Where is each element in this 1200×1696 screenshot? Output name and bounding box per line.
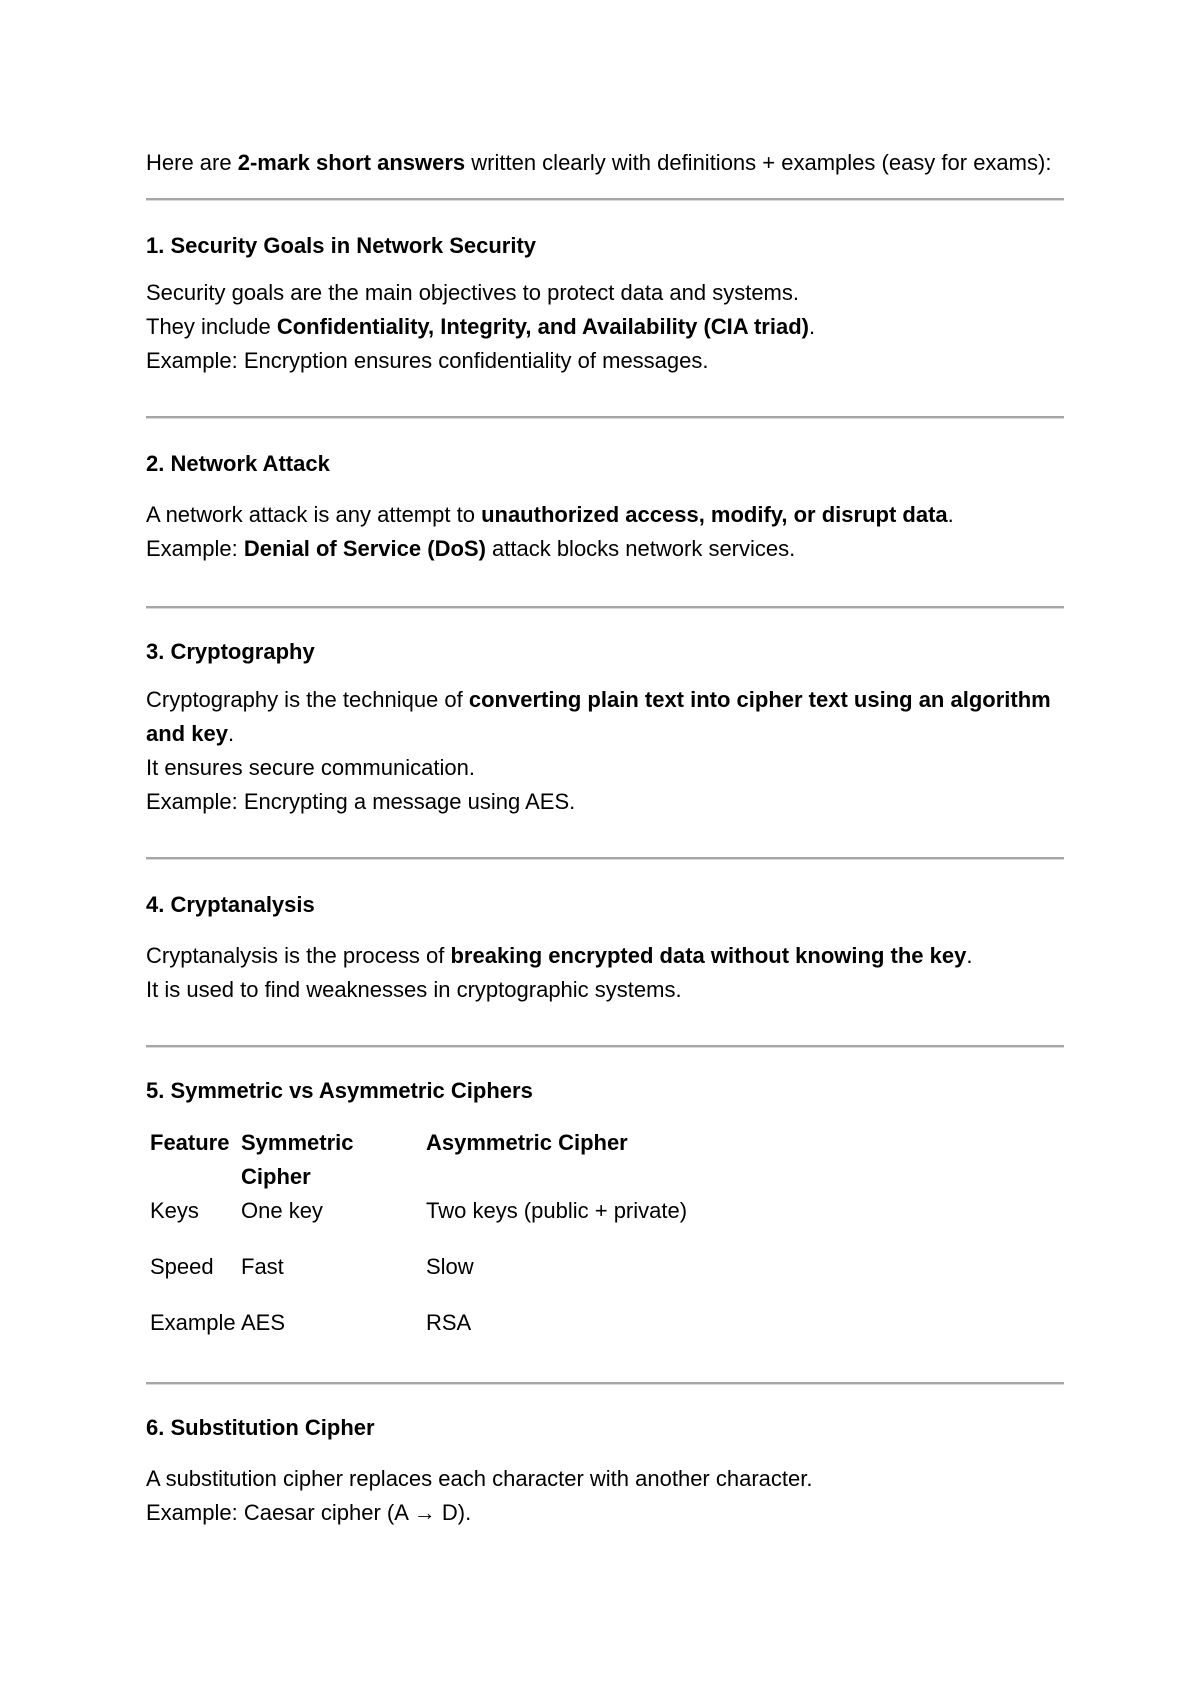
bold-run: Denial of Service (DoS) xyxy=(243,536,486,561)
table-header-cell: Asymmetric Cipher xyxy=(426,1130,628,1155)
table-row xyxy=(150,1306,687,1362)
text-run: A network attack is any attempt to xyxy=(146,502,482,527)
section-security-goals xyxy=(146,229,1064,378)
body-line: Security goals are the main objectives to protect data and systems. xyxy=(146,280,799,305)
intro-bold: 2-mark short answers xyxy=(237,150,466,175)
table-row xyxy=(150,1250,687,1306)
intro-suffix: written clearly with definitions + examples (easy for exams): xyxy=(465,150,1052,175)
section-body xyxy=(146,498,1064,566)
table-cell: Two keys (public + private) xyxy=(426,1198,688,1223)
section-body xyxy=(146,683,1064,819)
table-header-cell: Symmetric Cipher xyxy=(241,1130,354,1189)
body-line xyxy=(146,717,1064,751)
text-run: . xyxy=(947,502,954,527)
table-cell: Slow xyxy=(426,1254,474,1279)
table-cell: One key xyxy=(241,1198,323,1223)
section-body xyxy=(146,1462,1064,1530)
divider xyxy=(146,1045,1064,1048)
body-line: A substitution cipher replaces each character with another character. xyxy=(146,1466,813,1491)
section-title: 5. Symmetric vs Asymmetric Ciphers xyxy=(146,1078,533,1103)
section-title: 3. Cryptography xyxy=(146,639,315,664)
body-line xyxy=(146,683,1064,717)
divider xyxy=(146,198,1064,201)
divider xyxy=(146,606,1064,609)
table-cell: Example xyxy=(150,1310,236,1335)
table-header-cell: Feature xyxy=(150,1130,230,1155)
text-run: Cryptography is the technique of xyxy=(146,687,469,712)
divider xyxy=(146,1382,1064,1385)
section-symmetric-vs-asymmetric xyxy=(146,1074,1064,1362)
body-line xyxy=(146,310,1064,344)
body-line: It is used to find weaknesses in cryptographic systems. xyxy=(146,977,682,1002)
section-title: 2. Network Attack xyxy=(146,451,330,476)
table-cell: RSA xyxy=(426,1310,472,1335)
section-substitution-cipher xyxy=(146,1411,1064,1530)
text-run: . xyxy=(227,721,235,746)
section-network-attack xyxy=(146,447,1064,566)
document-content xyxy=(146,146,1064,1530)
text-run: . xyxy=(966,943,973,968)
section-body xyxy=(146,939,1064,1007)
section-title: 6. Substitution Cipher xyxy=(146,1415,375,1440)
text-run: Example: xyxy=(146,536,244,561)
text-run: They include xyxy=(146,314,277,339)
bold-run: Confidentiality, Integrity, and Availability (CIA triad) xyxy=(276,314,809,339)
section-body xyxy=(146,276,1064,378)
comparison-table xyxy=(150,1126,687,1362)
intro-text xyxy=(146,146,1064,180)
section-title: 1. Security Goals in Network Security xyxy=(146,233,537,258)
table-cell: AES xyxy=(241,1310,286,1335)
section-title: 4. Cryptanalysis xyxy=(146,892,315,917)
bold-run: and key xyxy=(146,721,228,746)
table-cell: Fast xyxy=(241,1254,284,1279)
bold-run: converting plain text into cipher text using an algorithm xyxy=(468,687,1051,712)
body-line: Example: Caesar cipher (A → D). xyxy=(146,1500,472,1525)
divider xyxy=(146,416,1064,419)
intro-prefix: Here are xyxy=(146,150,238,175)
body-line: Example: Encrypting a message using AES. xyxy=(146,789,576,814)
body-line xyxy=(146,939,1064,973)
bold-run: breaking encrypted data without knowing the key xyxy=(450,943,967,968)
table-cell: Speed xyxy=(150,1254,214,1279)
section-cryptanalysis xyxy=(146,888,1064,1007)
divider xyxy=(146,857,1064,860)
body-line: Example: Encryption ensures confidentiality of messages. xyxy=(146,348,709,373)
text-run: . xyxy=(808,314,816,339)
body-line xyxy=(146,532,1064,566)
table-cell: Keys xyxy=(150,1198,199,1223)
table-header-row xyxy=(150,1126,687,1194)
text-run: attack blocks network services. xyxy=(485,536,796,561)
section-cryptography xyxy=(146,635,1064,819)
body-line: It ensures secure communication. xyxy=(146,755,475,780)
text-run: Cryptanalysis is the process of xyxy=(146,943,451,968)
bold-run: unauthorized access, modify, or disrupt data xyxy=(481,502,948,527)
body-line xyxy=(146,498,1064,532)
table-row xyxy=(150,1194,687,1250)
